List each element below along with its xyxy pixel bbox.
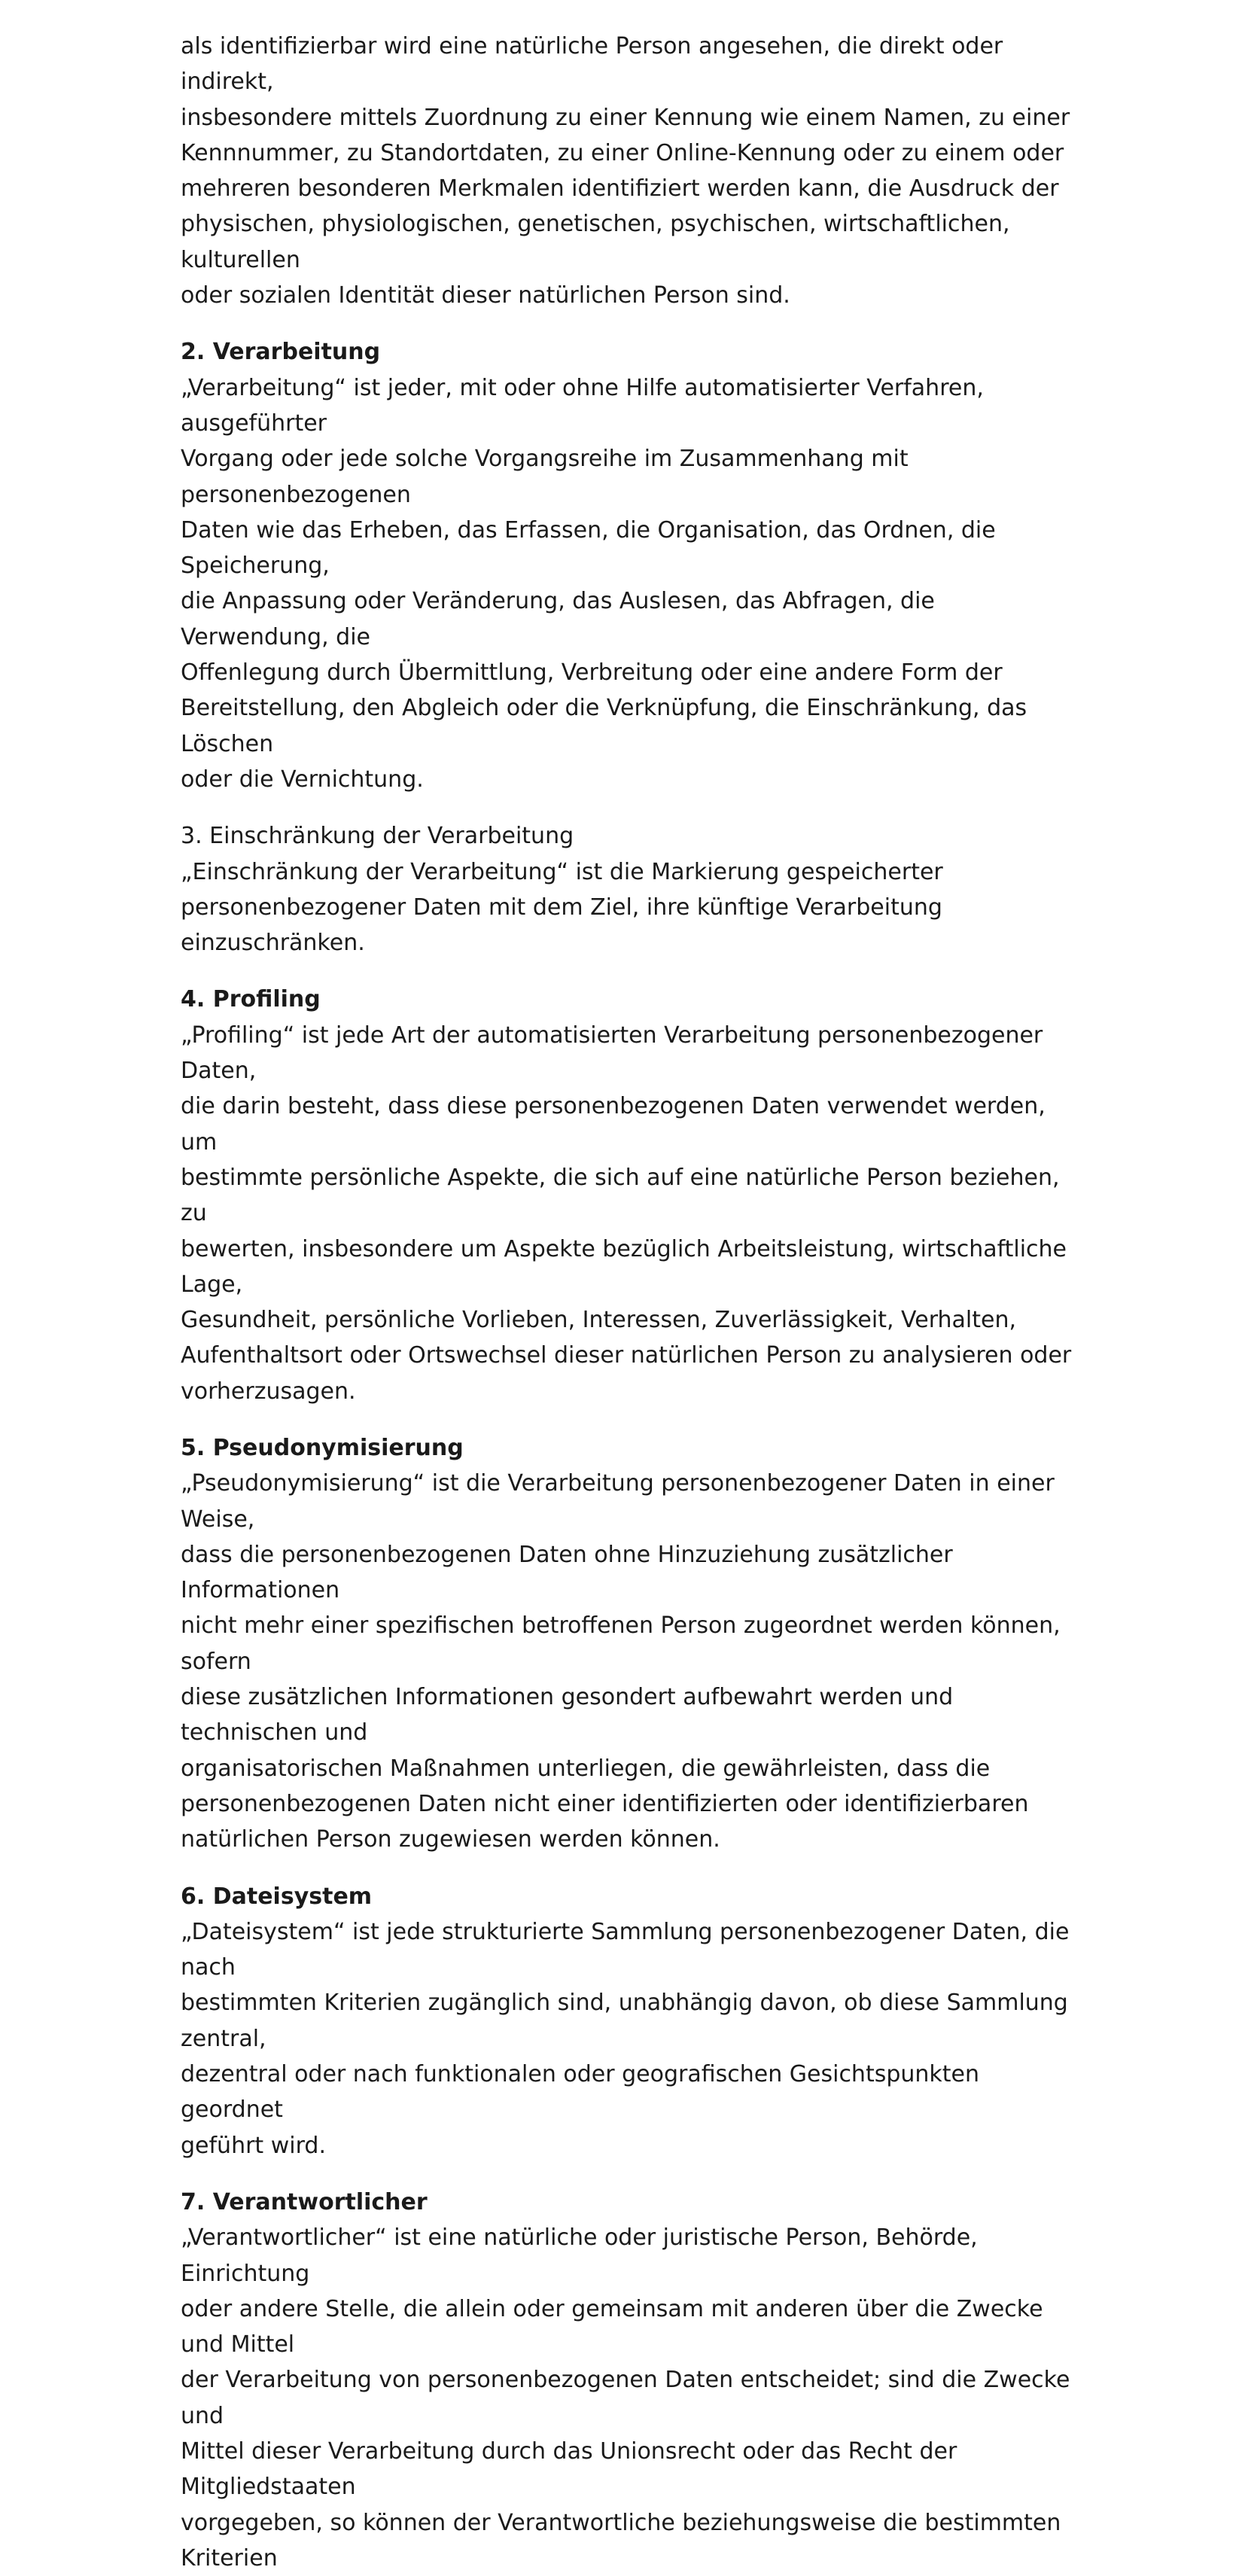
section-body: „Verantwortlicher“ ist eine natürliche oder juristische Person, Behörde, Einrichtung oder andere Stelle, die allein oder gemeinsam mit anderen über die Zwecke und Mittel der Verarbeitung von personenbezogenen Daten entscheidet; sind die Zwecke und Mittel dieser Verarbeitung durch das Unionsrecht oder das Recht der Mitgliedstaaten vorgegeben, so können der Verantwortliche beziehungsweise die bestimmten Kriterien xyxy=(181,2224,1070,2571)
section-body: „Einschränkung der Verarbeitung“ ist die Markierung gespeicherter personenbezogener Daten mit dem Ziel, ihre künftige Verarbeitung einzuschränken. xyxy=(181,858,943,957)
section-heading: 6. Dateisystem xyxy=(181,1883,373,1910)
section-dateisystem xyxy=(181,1879,1084,2163)
section-body: „Verarbeitung“ ist jeder, mit oder ohne Hilfe automatisierter Verfahren, ausgeführter Vorgang oder jede solche Vorgangsreihe im Zusammenhang mit personenbezogenen Daten wie das Erheben, das Erfassen, die Organisation, das Ordnen, die Speicherung, die Anpassung oder Veränderung, das Auslesen, das Abfragen, die Verwendung, die Offenlegung durch Übermittlung, Verbreitung oder eine andere Form der Bereitstellung, den Abgleich oder die Verknüpfung, die Einschränkung, das Löschen oder die Vernichtung. xyxy=(181,374,1027,793)
document-page xyxy=(181,29,1084,2576)
section-verarbeitung xyxy=(181,334,1084,797)
section-verantwortlicher xyxy=(181,2185,1084,2576)
section-heading: 3. Einschränkung der Verarbeitung xyxy=(181,823,574,850)
section-heading: 2. Verarbeitung xyxy=(181,339,381,366)
section-einschraenkung xyxy=(181,818,1084,961)
section-profiling xyxy=(181,982,1084,1409)
intro-paragraph: als identifizierbar wird eine natürliche Person angesehen, die direkt oder indirekt, insbesondere mittels Zuordnung zu einer Kennung wie einem Namen, zu einer Kennnummer, zu Standortdaten, zu einer Online-Kennung oder zu einem oder mehreren besonderen Merkmalen identifiziert werden kann, die Ausdruck der physischen, physiologischen, genetischen, psychischen, wirtschaftlichen, kulturellen oder sozialen Identität dieser natürlichen Person sind. xyxy=(181,33,1070,309)
section-pseudonymisierung xyxy=(181,1430,1084,1858)
section-heading: 4. Profiling xyxy=(181,986,321,1013)
section-body: „Pseudonymisierung“ ist die Verarbeitung personenbezogener Daten in einer Weise, dass die personenbezogenen Daten ohne Hinzuziehung zusätzlicher Informationen nicht mehr einer spezifischen betroffenen Person zugeordnet werden können, sofern diese zusätzlichen Informationen gesondert aufbewahrt werden und technischen und organisatorischen Maßnahmen unterliegen, die gewährleisten, dass die personenbezogenen Daten nicht einer identifizierten oder identifizierbaren natürlichen Person zugewiesen werden können. xyxy=(181,1470,1061,1853)
section-heading: 5. Pseudonymisierung xyxy=(181,1434,464,1461)
section-body: „Dateisystem“ ist jede strukturierte Sammlung personenbezogener Daten, die nach bestimmten Kriterien zugänglich sind, unabhängig davon, ob diese Sammlung zentral, dezentral oder nach funktionalen oder geografischen Gesichtspunkten geordnet geführt wird. xyxy=(181,1918,1070,2159)
section-heading: 7. Verantwortlicher xyxy=(181,2188,428,2215)
section-body: „Profiling“ ist jede Art der automatisierten Verarbeitung personenbezogener Daten, die darin besteht, dass diese personenbezogenen Daten verwendet werden, um bestimmte persönliche Aspekte, die sich auf eine natürliche Person beziehen, zu bewerten, insbesondere um Aspekte bezüglich Arbeitsleistung, wirtschaftliche Lage, Gesundheit, persönliche Vorlieben, Interessen, Zuverlässigkeit, Verhalten, Aufenthaltsort oder Ortswechsel dieser natürlichen Person zu analysieren oder vorherzusagen. xyxy=(181,1022,1072,1405)
